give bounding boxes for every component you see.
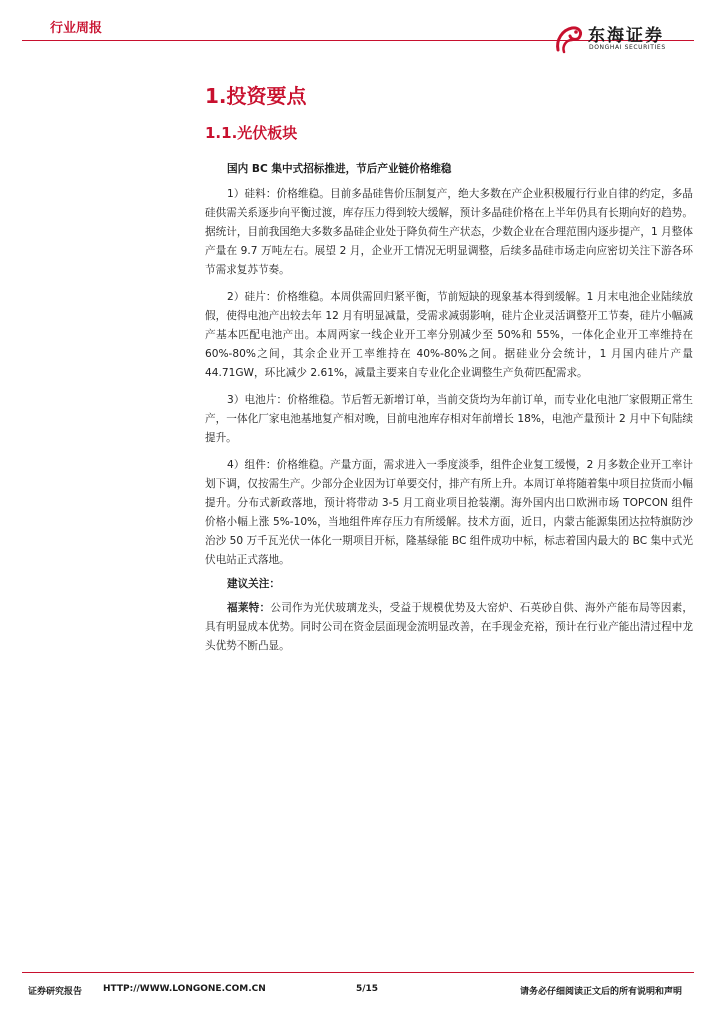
footer-page-number: 5/15 [356,984,379,994]
summary-line: 国内 BC 集中式招标推进，节后产业链价格维稳 [227,163,452,175]
footer-disclaimer: 请务必仔细阅读正文后的所有说明和声明 [520,987,683,997]
section-label: 行业周报 [50,21,103,36]
company-text: 公司作为光伏玻璃龙头，受益于规模优势及大窑炉、石英砂自供、海外产能布局等因素，具有明显成本优势。同时公司在资金层面现金流明显改善，在手现金充裕，预计在行业产能出清过程中龙头优势不断凸显。 [205,602,693,652]
logo-text-en: DONGHAI SECURITIES [589,44,666,51]
paragraph-polysilicon: 1）硅料：价格维稳。目前多晶硅售价压制复产，绝大多数在产企业积极履行行业自律的约定，多晶硅供需关系逐步向平衡过渡，库存压力得到较大缓解，预计多晶硅价格在上半年仍具有长期向好的趋势。据统计，目前我国绝大多数多晶硅企业处于降负荷生产状态，少数企业在合理范围内逐步提产，1 月整体产量在 9.7 万吨左右。展望 2 月，企业开工情况无明显调整，后续多晶硅市场走向应密切关注下游各环节需求复苏节奏。 [205,188,693,276]
section-heading: 1.投资要点 [205,84,307,108]
footer-rule [22,972,694,973]
paragraph-wafer: 2）硅片：价格维稳。本周供需回归紧平衡，节前短缺的现象基本得到缓解。1 月末电池企业陆续放假，使得电池产出较去年 12 月有明显减量，受需求减弱影响，硅片企业灵活调整开工节奏，硅片小幅减产基本匹配电池产出。本周两家一线企业开工率分别减少至 50%和 55%，一体化企业开工率维持在 60%-80%之间，其余企业开工率维持在 40%-80%之间。据硅业分会统计，1 月国内硅片产量 44.71GW，环比减少 2.61%，减量主要来自专业化企业调整生产负荷匹配需求。 [205,291,693,379]
subsection-heading: 1.1.光伏板块 [205,124,298,142]
dragon-logo-icon [552,22,586,56]
main-content [205,86,693,656]
suggest-label: 建议关注： [227,578,280,590]
paragraph-module: 4）组件：价格维稳。产量方面，需求进入一季度淡季，组件企业复工缓慢，2 月多数企业开工率计划下调，仅按需生产。少部分企业因为订单要交付，排产有所上升。本周订单将随着集中项目拉货而小幅提升。分布式新政落地，预计将带动 3-5 月工商业项目抢装潮。海外国内出口欧洲市场 TOPCON 组件价格小幅上涨 5%-10%，当地组件库存压力有所缓解。技术方面，近日，内蒙古能源集团达拉特旗防沙治沙 50 万千瓦光伏一体化一期项目开标，隆基绿能 BC 组件成功中标，标志着国内最大的 BC 集中式光伏电站正式落地。 [205,459,693,566]
footer-report-type: 证券研究报告 [28,987,83,997]
footer-url-link[interactable]: HTTP://WWW.LONGONE.COM.CN [103,984,266,994]
paragraph-company [205,599,693,656]
company-name: 福莱特： [227,602,271,614]
paragraph-cell: 3）电池片：价格维稳。节后暂无新增订单，当前交货均为年前订单，而专业化电池厂家假期正常生产，一体化厂家电池基地复产相对晚，目前电池库存相对年前增长 18%，电池产量预计 2 月中下旬陆续提升。 [205,394,693,444]
company-logo [552,22,682,56]
logo-text-cn: 东海证券 [588,26,664,46]
